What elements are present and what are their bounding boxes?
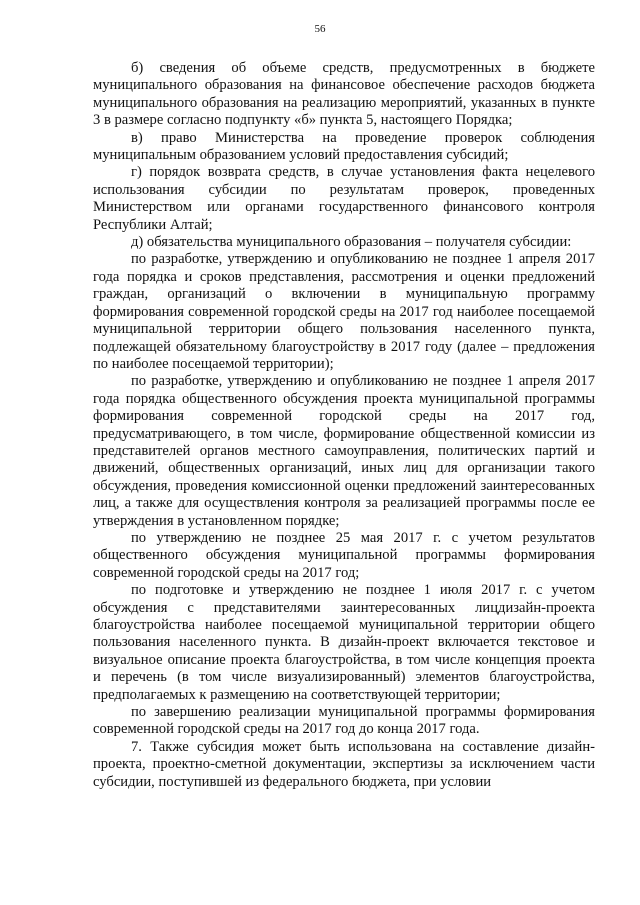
paragraph-7: 7. Также субсидия может быть использована на составление дизайн-проекта, проектно-сметной документации, экспертизы за исключением части субсидии, поступившей из федерального бюджета, при условии <box>93 738 595 790</box>
paragraph-v: в) право Министерства на проведение проверок соблюдения муниципальным образованием условий предоставления субсидий; <box>93 129 595 164</box>
obligation-item: по утверждению не позднее 25 мая 2017 г. с учетом результатов общественного обсуждения муниципальной программы формирования современной городской среды на 2017 год; <box>93 529 595 581</box>
obligation-item: по подготовке и утверждению не позднее 1 июля 2017 г. с учетом обсуждения с представителями заинтересованных лицдизайн-проекта благоустройства наиболее посещаемой муниципальной территории общего пользования населенного пункта. В дизайн-проект включается текстовое и визуальное описание проекта благоустройства, в том числе концепция проекта и перечень (в том числе визуализированный) элементов благоустройства, предполагаемых к размещению на соответствующей территории; <box>93 582 595 703</box>
paragraph-d: д) обязательства муниципального образования – получателя субсидии: <box>131 234 572 251</box>
page-number: 56 <box>314 23 326 35</box>
obligation-item: по разработке, утверждению и опубликованию не позднее 1 апреля 2017 года порядка и сроков представления, рассмотрения и оценки предложений граждан, организаций о включении в муниципальную программу формирования современной городской среды на 2017 год наиболее посещаемой муниципальной территории общего пользования населенного пункта, подлежащей обязательному благоустройству в 2017 году (далее – предложения по наиболее посещаемой территории); <box>93 251 595 372</box>
obligation-item: по завершению реализации муниципальной программы формирования современной городской среды на 2017 год до конца 2017 года. <box>93 704 595 738</box>
paragraph-b: б) сведения об объеме средств, предусмотренных в бюджете муниципального образования на финансовое обеспечение расходов бюджета муниципального образования на реализацию мероприятий, указанных в пункте 3 в размере согласно подпункту «б» пункта 5, настоящего Порядка; <box>93 60 595 129</box>
obligation-item: по разработке, утверждению и опубликованию не позднее 1 апреля 2017 года порядка общественного обсуждения проекта муниципальной программы формирования современной городской среды на 2017 год, предусматривающего, в том числе, формирование общественной комиссии из представителей органов местного самоуправления, политических партий и движений, общественных организаций, иных лиц для организации такого обсуждения, проведения комиссионной оценки предложений заинтересованных лиц, а также для осуществления контроля за реализацией программы после ее утверждения в установленном порядке; <box>93 373 595 529</box>
document-body <box>93 60 595 791</box>
paragraph-g: г) порядок возврата средств, в случае установления факта нецелевого использования субсидии по результатам проверок, проведенных Министерством или органами государственного финансового контроля Республики Алтай; <box>93 164 595 233</box>
